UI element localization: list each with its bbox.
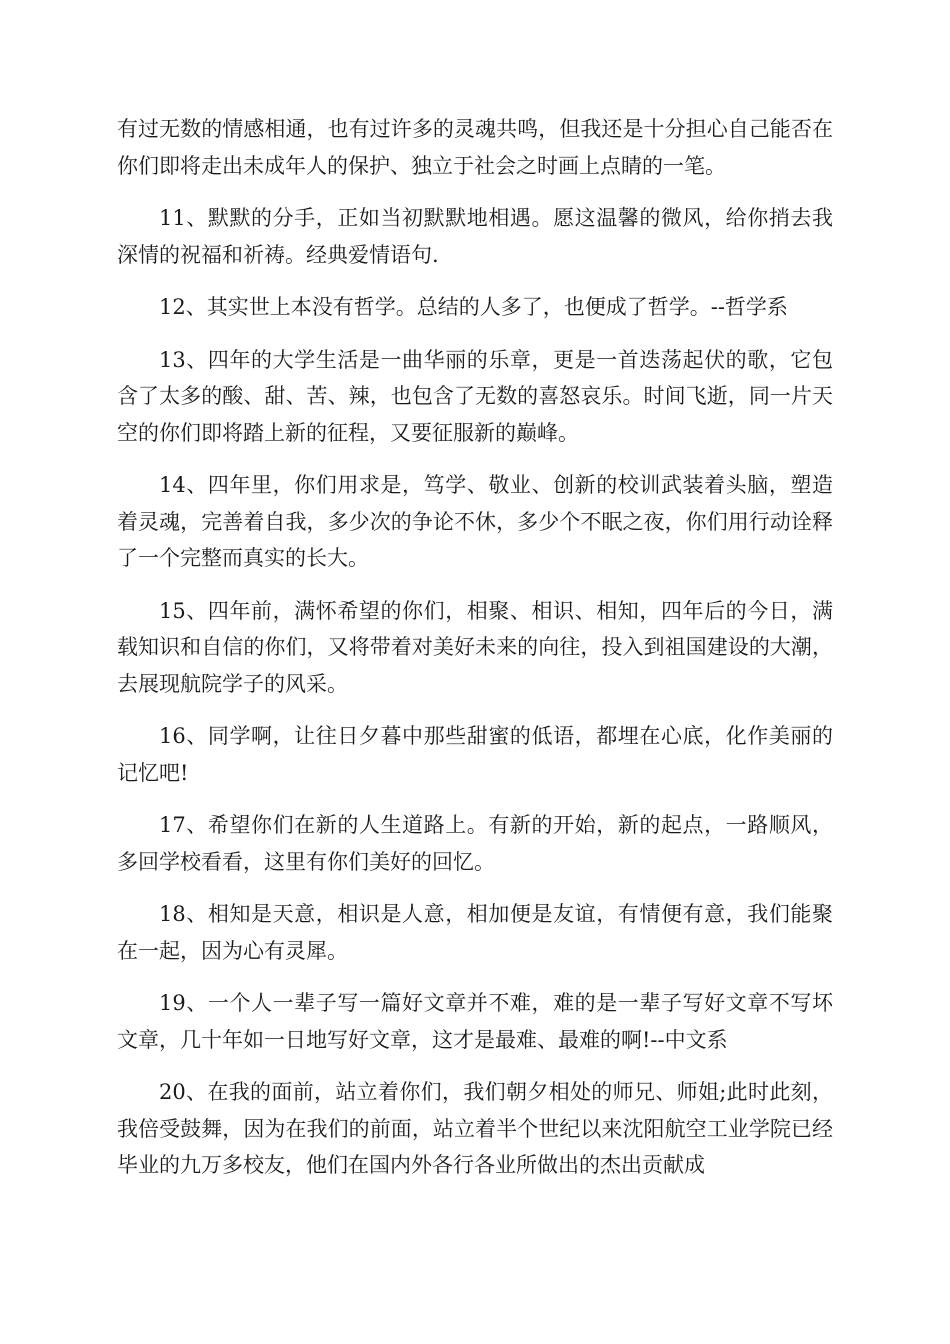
- paragraph-11: 11、默默的分手，正如当初默默地相遇。愿这温馨的微风，给你捎去我深情的祝福和祈祷。经典爱情语句.: [117, 206, 833, 267]
- paragraph-18: 18、相知是天意，相识是人意，相加便是友谊，有情便有意，我们能聚在一起，因为心有灵犀。: [117, 902, 833, 963]
- document-body: [117, 111, 833, 1184]
- paragraph-15: 15、四年前，满怀希望的你们，相聚、相识、相知，四年后的今日，满载知识和自信的你们，又将带着对美好未来的向往，投入到祖国建设的大潮，去展现航院学子的风采。: [117, 598, 833, 696]
- paragraph-17: 17、希望你们在新的人生道路上。有新的开始，新的起点，一路顺风，多回学校看看，这里有你们美好的回忆。: [117, 813, 833, 874]
- paragraph-12: 12、其实世上本没有哲学。总结的人多了，也便成了哲学。--哲学系: [159, 295, 788, 319]
- paragraph-13: 13、四年的大学生活是一曲华丽的乐章，更是一首迭荡起伏的歌，它包含了太多的酸、甜、苦、辣，也包含了无数的喜怒哀乐。时间飞逝，同一片天空的你们即将踏上新的征程，又要征服新的巅峰。: [117, 347, 833, 445]
- paragraph-16: 16、同学啊，让往日夕暮中那些甜蜜的低语，都埋在心底，化作美丽的记忆吧!: [117, 724, 833, 785]
- paragraph-14: 14、四年里，你们用求是，笃学、敬业、创新的校训武装着头脑，塑造着灵魂，完善着自我，多少次的争论不休，多少个不眠之夜，你们用行动诠释了一个完整而真实的长大。: [117, 473, 833, 570]
- paragraph-20: 20、在我的面前，站立着你们，我们朝夕相处的师兄、师姐;此时此刻，我倍受鼓舞，因为在我们的前面，站立着半个世纪以来沈阳航空工业学院已经毕业的九万多校友，他们在国内外各行各业所做出的杰出贡献成: [117, 1080, 833, 1177]
- paragraph-continued: 有过无数的情感相通，也有过许多的灵魂共鸣，但我还是十分担心自己能否在你们即将走出未成年人的保护、独立于社会之时画上点睛的一笔。: [117, 117, 833, 178]
- paragraph-19: 19、一个人一辈子写一篇好文章并不难，难的是一辈子写好文章不写坏文章，几十年如一日地写好文章，这才是最难、最难的啊!--中文系: [117, 991, 833, 1052]
